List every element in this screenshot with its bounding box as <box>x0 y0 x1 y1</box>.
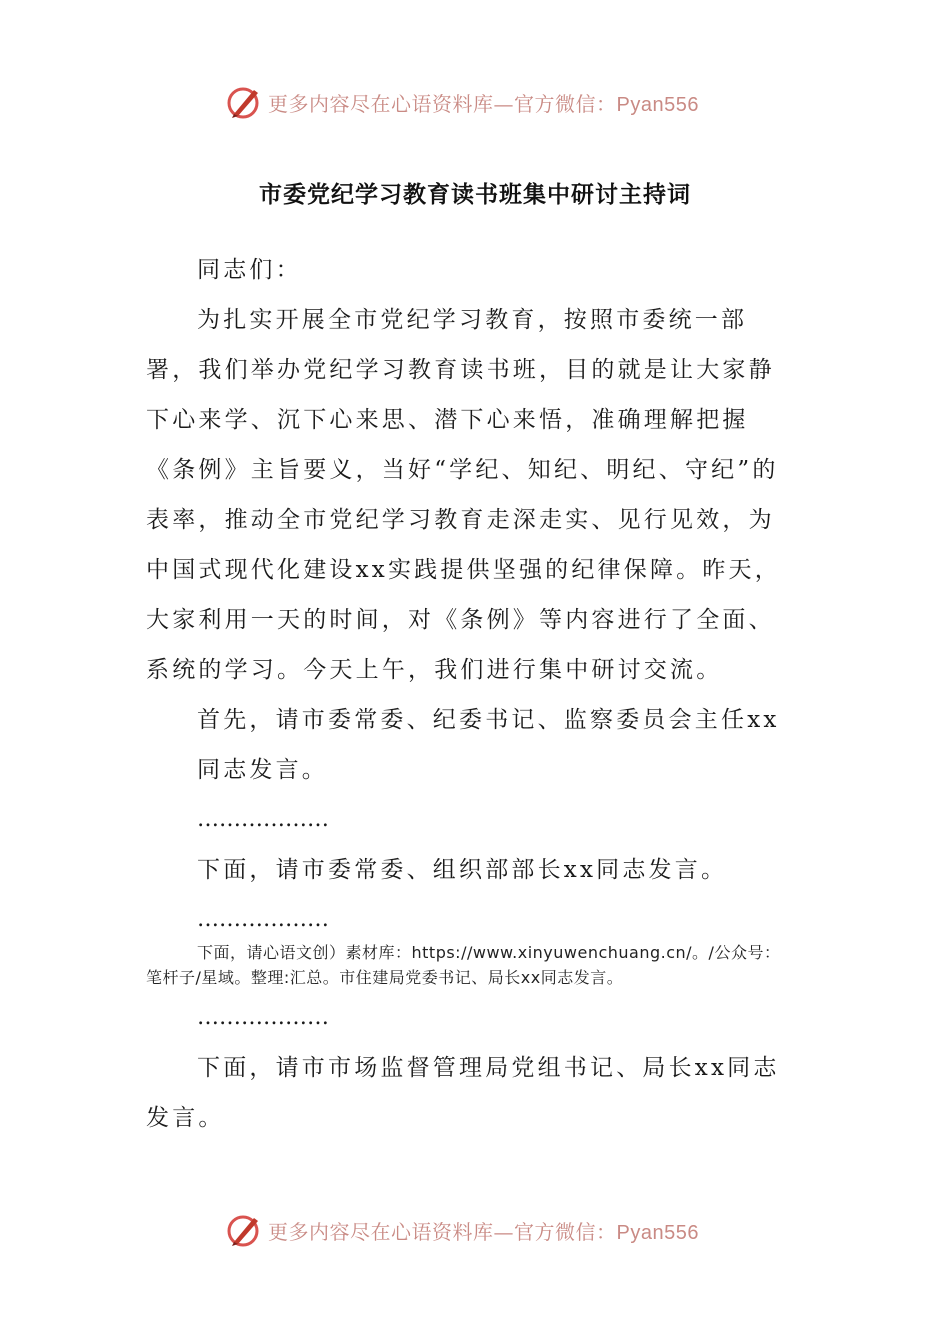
speaker-4: 下面，请市市场监督管理局党组书记、局长xx同志发言。 <box>146 1055 780 1131</box>
document-title: 市委党纪学习教育读书班集中研讨主持词 <box>259 181 691 208</box>
watermark-official: —官方微信： <box>493 1219 617 1244</box>
watermark-text <box>268 1216 699 1245</box>
pen-logo-icon <box>226 1212 262 1248</box>
watermark-official: —官方微信： <box>493 91 617 116</box>
ellipsis-3: ……………… <box>197 1005 329 1030</box>
document-body <box>146 245 796 945</box>
watermark-handle: Pyan556 <box>616 1221 699 1244</box>
speaker-1-line-1: 首先，请市委常委、纪委书记、监察委员会主任xx <box>197 707 780 733</box>
speaker-2: 下面，请市委常委、组织部部长xx同志发言。 <box>197 857 728 883</box>
salutation: 同志们： <box>197 257 302 283</box>
document-body-continued <box>146 993 796 1143</box>
ellipsis-2: ……………… <box>197 907 329 932</box>
watermark-brand: 更多内容尽在心语资料库 <box>268 91 494 116</box>
header-watermark <box>226 82 746 122</box>
paragraph-intro: 为扎实开展全市党纪学习教育，按照市委统一部署，我们举办党纪学习教育读书班，目的就是让大家静下心来学、沉下心来思、潜下心来悟，准确理解把握《条例》主旨要义，当好“学纪、知纪、明纪、守纪”的表率，推动全市党纪学习教育走深走实、见行见效，为中国式现代化建设xx实践提供坚强的纪律保障。昨天，大家利用一天的时间，对《条例》等内容进行了全面、系统的学习。今天上午，我们进行集中研讨交流。 <box>146 307 781 683</box>
watermark-handle: Pyan556 <box>616 93 699 116</box>
pen-logo-icon <box>226 84 262 120</box>
note-line-2: 笔杆子/星域。整理:汇总。市住建局党委书记、局长xx同志发言。 <box>146 968 624 987</box>
watermark-text <box>268 88 699 117</box>
ellipsis-1: ……………… <box>197 807 329 832</box>
speaker-1-line-2: 同志发言。 <box>197 757 328 783</box>
inserted-note <box>146 940 806 990</box>
footer-watermark <box>226 1210 746 1250</box>
note-line-1: 下面，请心语文创）素材库：https://www.xinyuwenchuang.cn/。/公众号： <box>197 943 781 962</box>
watermark-brand: 更多内容尽在心语资料库 <box>268 1219 494 1244</box>
